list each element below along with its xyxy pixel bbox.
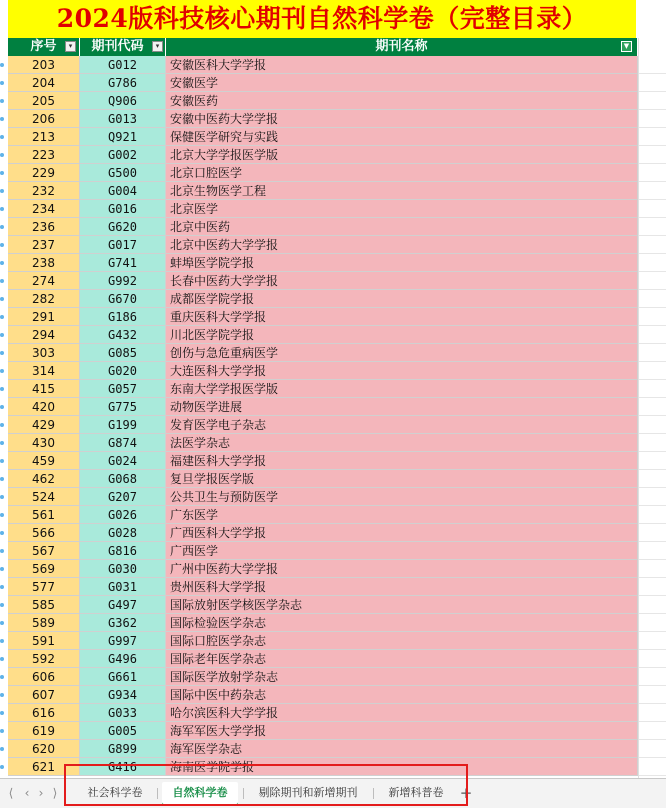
gridline xyxy=(639,181,666,182)
code-cell[interactable]: G997 xyxy=(80,632,166,650)
table-row xyxy=(8,290,638,308)
journal-name-cell[interactable]: 广西医学 xyxy=(166,542,638,560)
row-marker xyxy=(0,567,4,571)
table-row xyxy=(8,704,638,722)
seq-cell[interactable]: 606 xyxy=(8,668,80,686)
tab-natural-science[interactable]: 自然科学卷 xyxy=(162,782,238,804)
table-row xyxy=(8,74,638,92)
table-row xyxy=(8,416,638,434)
seq-cell[interactable]: 585 xyxy=(8,596,80,614)
journal-name-cell[interactable]: 国际检验医学杂志 xyxy=(166,614,638,632)
table-row xyxy=(8,596,638,614)
table-row xyxy=(8,650,638,668)
code-cell[interactable]: G992 xyxy=(80,272,166,290)
journal-name-cell[interactable]: 保健医学研究与实践 xyxy=(166,128,638,146)
row-marker xyxy=(0,297,4,301)
code-cell[interactable]: G620 xyxy=(80,218,166,236)
gridline xyxy=(639,127,666,128)
table-row xyxy=(8,578,638,596)
row-marker xyxy=(0,207,4,211)
column-header-seq-label: 序号 xyxy=(30,39,57,54)
journal-name-cell[interactable]: 广西医科大学学报 xyxy=(166,524,638,542)
gridline xyxy=(639,649,666,650)
gridline xyxy=(639,163,666,164)
tab-new-popular-science[interactable]: 新增科普卷 xyxy=(388,786,444,799)
gridline xyxy=(639,415,666,416)
seq-cell[interactable]: 566 xyxy=(8,524,80,542)
row-marker xyxy=(0,171,4,175)
seq-cell[interactable]: 204 xyxy=(8,74,80,92)
gridline xyxy=(639,487,666,488)
journal-name-cell[interactable]: 海军军医大学学报 xyxy=(166,722,638,740)
table-row xyxy=(8,182,638,200)
row-marker xyxy=(0,585,4,589)
gridline xyxy=(639,253,666,254)
column-header-code[interactable] xyxy=(80,38,166,56)
code-cell[interactable]: G741 xyxy=(80,254,166,272)
table-row xyxy=(8,632,638,650)
row-marker xyxy=(0,369,4,373)
row-marker xyxy=(0,81,4,85)
seq-cell[interactable]: 223 xyxy=(8,146,80,164)
table-row xyxy=(8,740,638,758)
code-cell[interactable]: G416 xyxy=(80,758,166,776)
row-marker xyxy=(0,747,4,751)
code-cell[interactable]: G026 xyxy=(80,506,166,524)
seq-cell[interactable]: 592 xyxy=(8,650,80,668)
seq-cell[interactable]: 213 xyxy=(8,128,80,146)
seq-cell[interactable]: 282 xyxy=(8,290,80,308)
seq-cell[interactable]: 232 xyxy=(8,182,80,200)
gridline xyxy=(639,307,666,308)
gridline xyxy=(639,271,666,272)
table-row xyxy=(8,344,638,362)
journal-name-cell[interactable]: 安徽医药 xyxy=(166,92,638,110)
row-marker xyxy=(0,423,4,427)
seq-cell[interactable]: 430 xyxy=(8,434,80,452)
table-body xyxy=(8,56,638,776)
journal-name-cell[interactable]: 东南大学学报医学版 xyxy=(166,380,638,398)
seq-cell[interactable]: 459 xyxy=(8,452,80,470)
table-row xyxy=(8,560,638,578)
seq-cell[interactable]: 415 xyxy=(8,380,80,398)
table-row xyxy=(8,434,638,452)
journal-name-cell[interactable]: 北京医学 xyxy=(166,200,638,218)
row-marker xyxy=(0,765,4,769)
seq-cell[interactable]: 620 xyxy=(8,740,80,758)
seq-cell[interactable]: 589 xyxy=(8,614,80,632)
row-marker xyxy=(0,621,4,625)
code-cell[interactable]: Q921 xyxy=(80,128,166,146)
journal-name-cell[interactable]: 福建医科大学学报 xyxy=(166,452,638,470)
row-marker xyxy=(0,639,4,643)
journal-name-cell[interactable]: 重庆医科大学学报 xyxy=(166,308,638,326)
code-cell[interactable]: G031 xyxy=(80,578,166,596)
table-row xyxy=(8,272,638,290)
seq-cell[interactable]: 229 xyxy=(8,164,80,182)
filter-dropdown-icon[interactable]: ▾ xyxy=(152,41,163,52)
code-cell[interactable]: Q906 xyxy=(80,92,166,110)
journal-name-cell[interactable]: 公共卫生与预防医学 xyxy=(166,488,638,506)
code-cell[interactable]: G017 xyxy=(80,236,166,254)
gridline xyxy=(639,541,666,542)
seq-cell[interactable]: 420 xyxy=(8,398,80,416)
journal-name-cell[interactable]: 北京中医药大学学报 xyxy=(166,236,638,254)
row-gutter xyxy=(0,38,8,778)
gridline xyxy=(639,595,666,596)
row-marker xyxy=(0,333,4,337)
first-sheet-nav-icon[interactable]: ⟨ xyxy=(8,786,14,800)
gridline xyxy=(639,739,666,740)
row-marker xyxy=(0,729,4,733)
table-row xyxy=(8,110,638,128)
row-marker xyxy=(0,693,4,697)
row-marker xyxy=(0,387,4,391)
column-header-name[interactable] xyxy=(166,38,638,56)
tab-divider xyxy=(243,788,244,799)
gridline xyxy=(639,343,666,344)
table-row xyxy=(8,524,638,542)
table-row xyxy=(8,254,638,272)
gridline xyxy=(639,667,666,668)
code-cell[interactable]: G496 xyxy=(80,650,166,668)
gridline xyxy=(639,757,666,758)
journal-name-cell[interactable]: 复旦学报医学版 xyxy=(166,470,638,488)
journal-name-cell[interactable]: 哈尔滨医科大学学报 xyxy=(166,704,638,722)
seq-cell[interactable]: 619 xyxy=(8,722,80,740)
gridline xyxy=(639,703,666,704)
seq-cell[interactable]: 294 xyxy=(8,326,80,344)
table-row xyxy=(8,488,638,506)
code-cell[interactable]: G028 xyxy=(80,524,166,542)
gridline xyxy=(639,199,666,200)
table-row xyxy=(8,506,638,524)
journal-name-cell[interactable]: 北京口腔医学 xyxy=(166,164,638,182)
row-marker xyxy=(0,531,4,535)
tab-social-science[interactable]: 社会科学卷 xyxy=(87,786,143,799)
gridline xyxy=(639,361,666,362)
journal-name-cell[interactable]: 国际放射医学核医学杂志 xyxy=(166,596,638,614)
seq-cell[interactable]: 524 xyxy=(8,488,80,506)
row-marker xyxy=(0,477,4,481)
code-cell[interactable]: G432 xyxy=(80,326,166,344)
journal-name-cell[interactable]: 北京生物医学工程 xyxy=(166,182,638,200)
code-cell[interactable]: G024 xyxy=(80,452,166,470)
journal-name-cell[interactable]: 创伤与急危重病医学 xyxy=(166,344,638,362)
gridline xyxy=(639,91,666,92)
row-marker xyxy=(0,675,4,679)
journal-name-cell[interactable]: 广东医学 xyxy=(166,506,638,524)
gridline xyxy=(639,145,666,146)
code-cell[interactable]: G002 xyxy=(80,146,166,164)
next-sheet-nav-icon[interactable]: › xyxy=(38,786,44,800)
journal-name-cell[interactable]: 大连医科大学学报 xyxy=(166,362,638,380)
journal-name-cell[interactable]: 广州中医药大学学报 xyxy=(166,560,638,578)
code-cell[interactable]: G033 xyxy=(80,704,166,722)
journal-name-cell[interactable]: 安徽中医药大学学报 xyxy=(166,110,638,128)
journal-name-cell[interactable]: 北京中医药 xyxy=(166,218,638,236)
code-cell[interactable]: G816 xyxy=(80,542,166,560)
row-marker xyxy=(0,243,4,247)
seq-cell[interactable]: 303 xyxy=(8,344,80,362)
journal-name-cell[interactable]: 川北医学院学报 xyxy=(166,326,638,344)
journal-name-cell[interactable]: 蚌埠医学院学报 xyxy=(166,254,638,272)
gridline xyxy=(639,505,666,506)
code-cell[interactable]: G005 xyxy=(80,722,166,740)
code-cell[interactable]: G057 xyxy=(80,380,166,398)
row-marker xyxy=(0,657,4,661)
journal-name-cell[interactable]: 国际老年医学杂志 xyxy=(166,650,638,668)
row-marker xyxy=(0,441,4,445)
journal-name-cell[interactable]: 北京大学学报医学版 xyxy=(166,146,638,164)
gridline xyxy=(639,721,666,722)
gridline xyxy=(639,379,666,380)
table-row xyxy=(8,362,638,380)
code-cell[interactable]: G874 xyxy=(80,434,166,452)
seq-cell[interactable]: 236 xyxy=(8,218,80,236)
row-marker xyxy=(0,279,4,283)
table-row xyxy=(8,542,638,560)
row-marker xyxy=(0,495,4,499)
seq-cell[interactable]: 462 xyxy=(8,470,80,488)
journal-name-cell[interactable]: 安徽医科大学学报 xyxy=(166,56,638,74)
code-cell[interactable]: G497 xyxy=(80,596,166,614)
seq-cell[interactable]: 237 xyxy=(8,236,80,254)
gridline xyxy=(639,613,666,614)
code-cell[interactable]: G934 xyxy=(80,686,166,704)
table-row xyxy=(8,452,638,470)
journal-name-cell[interactable]: 海南医学院学报 xyxy=(166,758,638,776)
seq-cell[interactable]: 591 xyxy=(8,632,80,650)
code-cell[interactable]: G085 xyxy=(80,344,166,362)
column-header-code-label: 期刊代码 xyxy=(91,39,144,54)
row-marker xyxy=(0,153,4,157)
sheet-tab-bar xyxy=(0,778,666,808)
table-row xyxy=(8,308,638,326)
code-cell[interactable]: G012 xyxy=(80,56,166,74)
code-cell[interactable]: G030 xyxy=(80,560,166,578)
journal-name-cell[interactable]: 成都医学院学报 xyxy=(166,290,638,308)
row-marker xyxy=(0,261,4,265)
gridline xyxy=(639,523,666,524)
code-cell[interactable]: G786 xyxy=(80,74,166,92)
seq-cell[interactable]: 607 xyxy=(8,686,80,704)
table-row xyxy=(8,218,638,236)
journal-name-cell[interactable]: 发育医学电子杂志 xyxy=(166,416,638,434)
seq-cell[interactable]: 567 xyxy=(8,542,80,560)
column-header-seq[interactable] xyxy=(8,38,80,56)
gridline xyxy=(639,631,666,632)
seq-cell[interactable]: 234 xyxy=(8,200,80,218)
code-cell[interactable]: G775 xyxy=(80,398,166,416)
row-marker xyxy=(0,63,4,67)
gridline xyxy=(639,397,666,398)
journal-name-cell[interactable]: 贵州医科大学学报 xyxy=(166,578,638,596)
row-marker xyxy=(0,513,4,517)
table-row xyxy=(8,236,638,254)
gridline xyxy=(639,325,666,326)
tab-divider xyxy=(373,788,374,799)
row-marker xyxy=(0,459,4,463)
table-row xyxy=(8,56,638,74)
gridline xyxy=(639,289,666,290)
table-row xyxy=(8,470,638,488)
gridline xyxy=(639,775,666,776)
row-marker xyxy=(0,225,4,229)
code-cell[interactable]: G670 xyxy=(80,290,166,308)
row-marker xyxy=(0,351,4,355)
gridline xyxy=(639,433,666,434)
gridline xyxy=(639,451,666,452)
code-cell[interactable]: G068 xyxy=(80,470,166,488)
seq-cell[interactable]: 291 xyxy=(8,308,80,326)
tab-divider xyxy=(157,788,158,799)
gridline xyxy=(639,235,666,236)
journal-name-cell[interactable]: 海军医学杂志 xyxy=(166,740,638,758)
table-row xyxy=(8,398,638,416)
row-marker xyxy=(0,189,4,193)
seq-cell[interactable]: 429 xyxy=(8,416,80,434)
row-marker xyxy=(0,405,4,409)
table-row xyxy=(8,758,638,776)
gridline xyxy=(639,73,666,74)
journal-name-cell[interactable]: 法医学杂志 xyxy=(166,434,638,452)
table-row xyxy=(8,326,638,344)
code-cell[interactable]: G362 xyxy=(80,614,166,632)
code-cell[interactable]: G186 xyxy=(80,308,166,326)
code-cell[interactable]: G500 xyxy=(80,164,166,182)
table-row xyxy=(8,722,638,740)
seq-cell[interactable]: 569 xyxy=(8,560,80,578)
seq-cell[interactable]: 205 xyxy=(8,92,80,110)
filter-dropdown-icon[interactable]: ▾ xyxy=(65,41,76,52)
column-header-name-label: 期刊名称 xyxy=(375,39,428,54)
row-marker xyxy=(0,135,4,139)
seq-cell[interactable]: 314 xyxy=(8,362,80,380)
table-row xyxy=(8,164,638,182)
code-cell[interactable]: G661 xyxy=(80,668,166,686)
add-sheet-icon[interactable]: + xyxy=(459,784,473,802)
seq-cell[interactable]: 621 xyxy=(8,758,80,776)
empty-column xyxy=(638,38,666,778)
seq-cell[interactable]: 238 xyxy=(8,254,80,272)
code-cell[interactable]: G199 xyxy=(80,416,166,434)
journal-name-cell[interactable]: 动物医学进展 xyxy=(166,398,638,416)
gridline xyxy=(639,469,666,470)
row-marker xyxy=(0,315,4,319)
row-marker xyxy=(0,711,4,715)
code-cell[interactable]: G016 xyxy=(80,200,166,218)
row-marker xyxy=(0,603,4,607)
row-marker xyxy=(0,99,4,103)
code-cell[interactable]: G013 xyxy=(80,110,166,128)
tab-removed-and-new-journals[interactable]: 剔除期刊和新增期刊 xyxy=(258,786,358,799)
journal-name-cell[interactable]: 国际口腔医学杂志 xyxy=(166,632,638,650)
table-row xyxy=(8,146,638,164)
seq-cell[interactable]: 577 xyxy=(8,578,80,596)
table-row xyxy=(8,92,638,110)
journal-name-cell[interactable]: 长春中医药大学学报 xyxy=(166,272,638,290)
code-cell[interactable]: G020 xyxy=(80,362,166,380)
filter-active-icon[interactable]: ▼ xyxy=(621,41,632,52)
code-cell[interactable]: G899 xyxy=(80,740,166,758)
table-row xyxy=(8,614,638,632)
table-row xyxy=(8,686,638,704)
prev-sheet-nav-icon[interactable]: ‹ xyxy=(24,786,30,800)
seq-cell[interactable]: 561 xyxy=(8,506,80,524)
table-row xyxy=(8,128,638,146)
row-marker xyxy=(0,117,4,121)
seq-cell[interactable]: 203 xyxy=(8,56,80,74)
code-cell[interactable]: G004 xyxy=(80,182,166,200)
table-row xyxy=(8,200,638,218)
gridline xyxy=(639,685,666,686)
seq-cell[interactable]: 206 xyxy=(8,110,80,128)
journal-name-cell[interactable]: 安徽医学 xyxy=(166,74,638,92)
seq-cell[interactable]: 274 xyxy=(8,272,80,290)
journal-name-cell[interactable]: 国际中医中药杂志 xyxy=(166,686,638,704)
gridline xyxy=(639,559,666,560)
table-row xyxy=(8,380,638,398)
journal-name-cell[interactable]: 国际医学放射学杂志 xyxy=(166,668,638,686)
seq-cell[interactable]: 616 xyxy=(8,704,80,722)
last-sheet-nav-icon[interactable]: ⟩ xyxy=(52,786,58,800)
gridline xyxy=(639,109,666,110)
gridline xyxy=(639,217,666,218)
table-row xyxy=(8,668,638,686)
code-cell[interactable]: G207 xyxy=(80,488,166,506)
sheet-title: 2024版科技核心期刊自然科学卷（完整目录） xyxy=(8,0,636,39)
gridline xyxy=(639,577,666,578)
row-marker xyxy=(0,549,4,553)
